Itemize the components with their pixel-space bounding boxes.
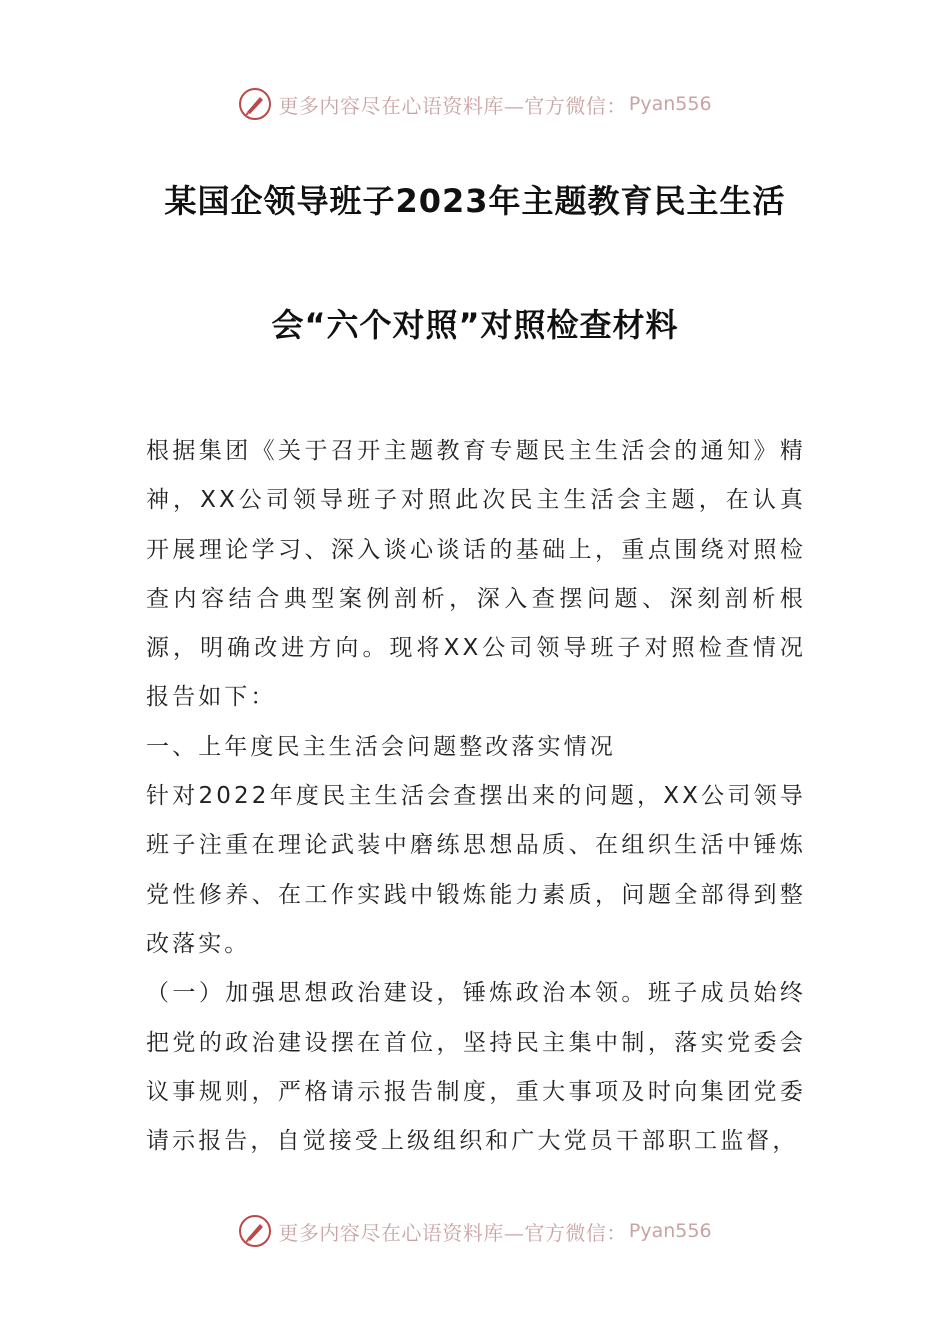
watermark-footer <box>0 1211 950 1251</box>
document-title-line-1: 某国企领导班子2023年主题教育民主生活 <box>164 182 786 220</box>
pen-logo-icon <box>238 87 272 121</box>
watermark-text: 更多内容尽在心语资料库—官方微信： <box>278 93 627 118</box>
pen-logo-icon <box>238 1214 272 1248</box>
watermark-header <box>0 84 950 124</box>
watermark-text: 更多内容尽在心语资料库—官方微信： <box>278 1220 627 1245</box>
document-title-line-2: 会“六个对照”对照检查材料 <box>271 306 679 344</box>
paragraph-political-building: （一）加强思想政治建设，锤炼政治本领。班子成员始终把党的政治建设摆在首位，坚持民主集中制，落实党委会议事规则，严格请示报告制度，重大事项及时向集团党委请示报告，自觉接受上级组织和广大党员干部职工监督， <box>146 980 806 1155</box>
section-heading: 一、上年度民主生活会问题整改落实情况 <box>146 733 616 760</box>
watermark-wechat-id: Pyan556 <box>628 1220 712 1242</box>
watermark-wechat-id: Pyan556 <box>628 93 712 115</box>
paragraph-intro: 根据集团《关于召开主题教育专题民主生活会的通知》精神，XX公司领导班子对照此次民主生活会主题，在认真开展理论学习、深入谈心谈话的基础上，重点围绕对照检查内容结合典型案例剖析，深入查摆问题、深刻剖析根源，明确改进方向。现将XX公司领导班子对照检查情况报告如下： <box>146 438 806 711</box>
document-body <box>146 427 806 1166</box>
paragraph-rectification: 针对2022年度民主生活会查摆出来的问题，XX公司领导班子注重在理论武装中磨练思想品质、在组织生活中锤炼党性修养、在工作实践中锻炼能力素质，问题全部得到整改落实。 <box>146 783 806 957</box>
